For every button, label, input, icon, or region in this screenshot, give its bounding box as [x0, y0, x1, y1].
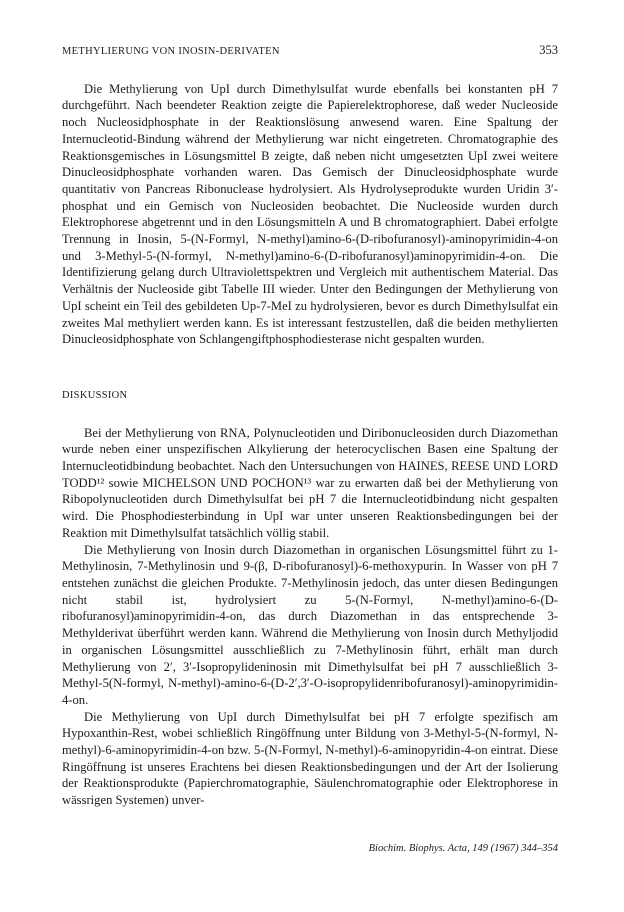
discussion-paragraph-1: Bei der Methylierung von RNA, Polynucleotiden und Diribonucleosiden durch Diazomethan wurde neben einer unspezifischen Alkylierung der heterocyclischen Basen eine Spaltung der Internucleotidbindung beobachtet. Nach den Untersuchungen von HAINES, REESE UND LORD TODD¹² sowie MICHELSON UND POCHON¹³ war zu erwarten daß bei der Methylierung von Ribopolynucleotiden durch Dimethylsulfat bei pH 7 die Internucleotidbindung nicht gespalten wird. Die Phosphodiesterbindung in UpI war unter unseren Reaktionsbedingungen bei der Reaktion mit Dimethylsulfat tatsächlich völlig stabil.: [62, 425, 558, 540]
running-title: METHYLIERUNG VON INOSIN-DERIVATEN: [62, 46, 280, 57]
results-paragraph: Die Methylierung von UpI durch Dimethylsulfat wurde ebenfalls bei konstanten pH 7 durchgeführt. Nach beendeter Reaktion zeigte die Papierelektrophorese, daß weder Nucleoside noch Nucleosidphosphate in der Reaktionslösung anwesend waren. Eine Spaltung der Internucleotid-Bindung während der Methylierung war nicht eingetreten. Chromatographie des Reaktionsgemisches in Lösungsmittel B zeigte, daß neben nicht umgesetzten UpI zwei weitere Dinucleosidphosphate vorhanden waren. Das Gemisch der Dinucleosidphosphate wurde quantitativ von Pancreas Ribonuclease hydrolysiert. Als Hydrolyseprodukte wurden Uridin 3′-phosphat und ein Gemisch von Nucleosiden beobachtet. Die Nucleoside wurden durch Elektrophorese abgetrennt und in den Lösungsmitteln A und B chromatographiert. Dabei erfolgte Trennung in Inosin, 5-(N-Formyl, N-methyl)amino-6-(D-ribofuranosyl)-aminopyrimidin-4-on und 3-Methyl-5-(N-formyl, N-methyl)amino-6-(D-ribofuranosyl)aminopyrimidin-4-on. Die Identifizierung gelang durch Ultraviolettspektren und Vergleich mit authentischem Material. Das Verhältnis der Nucleoside gibt Tabelle III wieder. Unter den Bedingungen der Methylierung von UpI scheint ein Teil des gebildeten Up-7-MeI zu hydrolysieren, bevor es durch Dimethylsulfat ein zweites Mal methyliert werden kann. Es ist interessant festzustellen, daß die beiden methylierten Dinucleosidphosphate von Schlangengiftphosphodiesterase nicht gespalten wurden.: [62, 81, 558, 347]
discussion-paragraph-3: Die Methylierung von UpI durch Dimethylsulfat bei pH 7 erfolgte spezifisch am Hypoxanthin-Rest, wobei schließlich Ringöffnung unter Bildung von 3-Methyl-5-(N-formyl, N-methyl)-6-aminopyrimidin-4-on bzw. 5-(N-Formyl, N-methyl)-6-aminopyridin-4-on eintrat. Diese Ringöffnung ist unseres Erachtens bei diesen Reaktionsbedingungen und der Art der Isolierung der Reaktionsprodukte (Papierchromatographie, Säulenchromatographie oder Elektrophorese in wässrigen Systemen) unver-: [62, 709, 558, 808]
running-header: [62, 42, 558, 61]
section-heading-diskussion: DISKUSSION: [62, 389, 128, 401]
journal-citation: Biochim. Biophys. Acta, 149 (1967) 344–354: [368, 843, 558, 854]
page-number: 353: [539, 43, 558, 57]
page-content: [62, 42, 558, 809]
discussion-paragraph-2: Die Methylierung von Inosin durch Diazomethan in organischen Lösungsmittel führt zu 1-Methylinosin, 7-Methylinosin und 9-(β, D-ribofuranosyl)-6-methoxypurin. In Wasser von pH 7 entstehen zunächst die gleichen Produkte. 7-Methylinosin jedoch, das unter diesen Bedingungen nicht stabil ist, hydrolysiert zu 5-(N-Formyl, N-methyl)amino-6-(D-ribofuranosyl)aminopyrimidin-4-on, das durch Diazomethan in das entsprechende 3-Methylderivat überführt werden kann. Während die Methylierung von Inosin durch Methyljodid in organischen Lösungsmittel ausschließlich zu 7-Methylinosin führt, erhält man durch Methylierung von 2′, 3′-Isopropylideninosin mit Dimethylsulfat bei pH 7 ausschließlich 3-Methyl-5(N-formyl, N-methyl)-amino-6-(D-2′,3′-O-isopropylidenribofuranosyl)-aminopyrimidin-4-on.: [62, 542, 558, 707]
